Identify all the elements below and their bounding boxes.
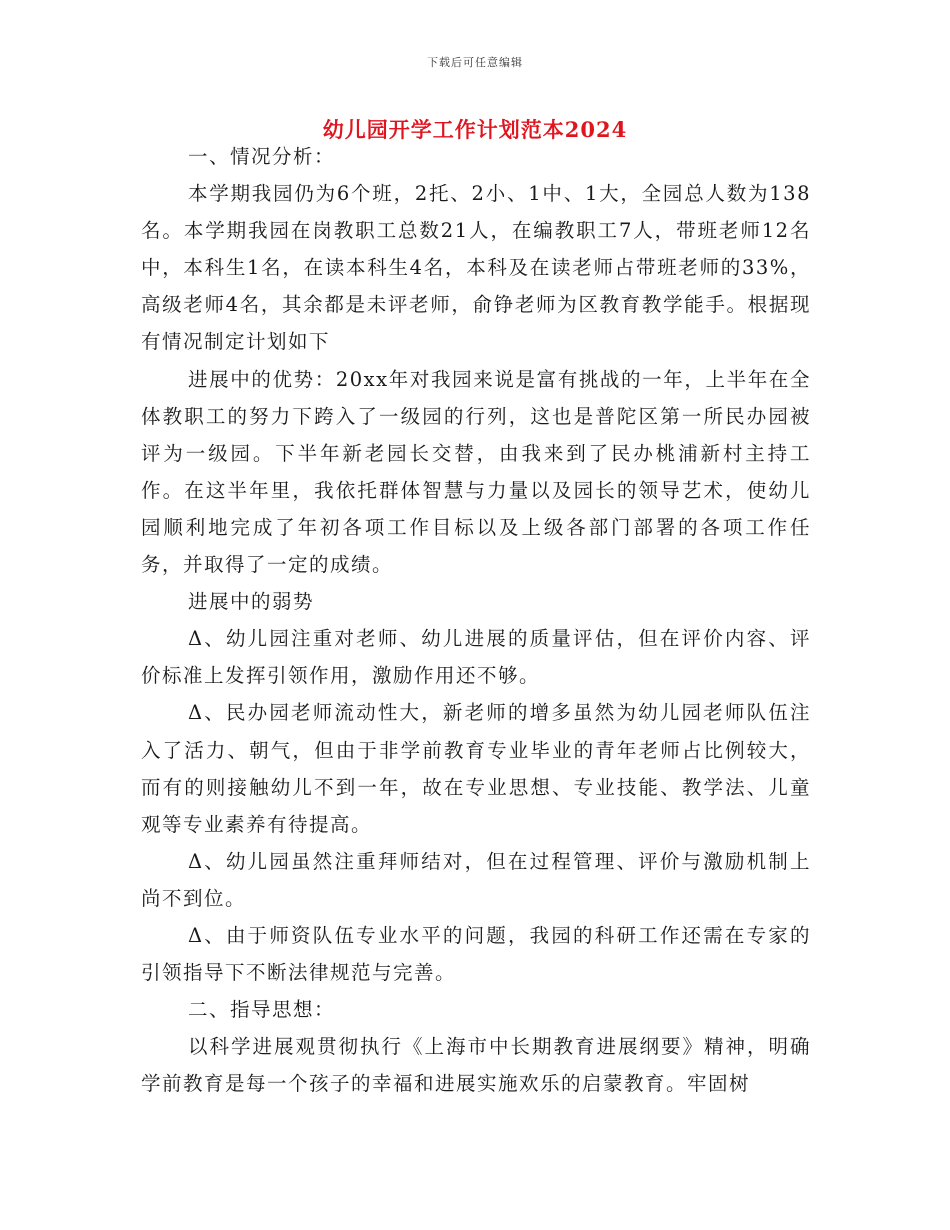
- document-title: 幼儿园开学工作计划范本2024: [322, 117, 628, 142]
- bullet-weakness-4: Δ、由于师资队伍专业水平的问题，我园的科研工作还需在专家的引领指导下不断法律规范与完善。: [141, 923, 811, 985]
- document-body: [141, 138, 811, 1102]
- paragraph-guiding-ideology: 以科学进展观贯彻执行《上海市中长期教育进展纲要》精神，明确学前教育是每一个孩子的幸福和进展实施欢乐的启蒙教育。牢固树: [141, 1035, 811, 1096]
- section-heading-situation: 一、情况分析：: [188, 145, 336, 168]
- bullet-weakness-1: Δ、幼儿园注重对老师、幼儿进展的质量评估，但在评价内容、评价标准上发挥引领作用，激励作用还不够。: [141, 627, 811, 688]
- section-heading-guiding-ideology: 二、指导思想：: [188, 998, 336, 1022]
- bullet-weakness-3: Δ、幼儿园虽然注重拜师结对，但在过程管理、评价与激励机制上尚不到位。: [141, 849, 811, 910]
- subheading-weaknesses: 进展中的弱势: [188, 590, 315, 614]
- paragraph-strengths: 进展中的优势：20xx年对我园来说是富有挑战的一年，上半年在全体教职工的努力下跨入了一级园的行列，这也是普陀区第一所民办园被评为一级园。下半年新老园长交替，由我来到了民办桃浦新村主持工作。在这半年里，我依托群体智慧与力量以及园长的领导艺术，使幼儿园顺利地完成了年初各项工作目标以及上级各部门部署的各项工作任务，并取得了一定的成绩。: [141, 367, 811, 577]
- bullet-weakness-2: Δ、民办园老师流动性大，新老师的增多虽然为幼儿园老师队伍注入了活力、朝气，但由于非学前教育专业毕业的青年老师占比例较大，而有的则接触幼儿不到一年，故在专业思想、专业技能、教学法、儿童观等专业素养有待提高。: [141, 701, 811, 836]
- page-header: 下载后可任意编辑: [427, 56, 523, 69]
- paragraph-overview: 本学期我园仍为6个班，2托、2小、1中、1大，全园总人数为138名。本学期我园在岗教职工总数21人，在编教职工7人，带班老师12名中，本科生1名，在读本科生4名，本科及在读老师占带班老师的33%，高级老师4名，其余都是未评老师，俞铮老师为区教育教学能手。根据现有情况制定计划如下: [141, 182, 811, 354]
